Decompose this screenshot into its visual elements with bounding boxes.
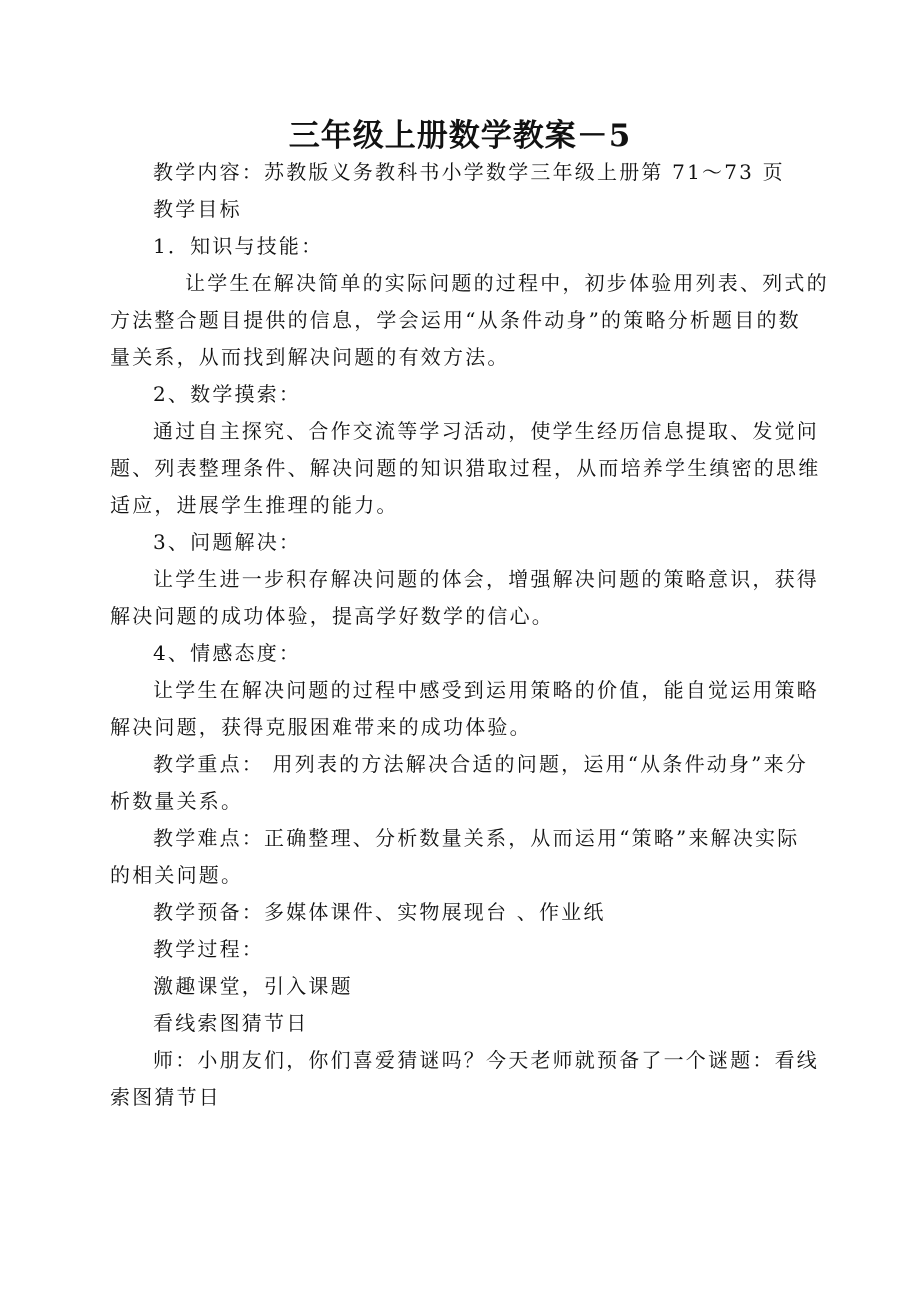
difficulties-line: 的相关问题。 [110,863,244,887]
section-3-text-line: 解决问题的成功体验，提高学好数学的信心。 [110,604,554,628]
section-2-text-line: 通过自主探究、合作交流等学习活动，使学生经历信息提取、发觉问 [153,419,819,443]
section-2-text-line: 适应，进展学生推理的能力。 [110,493,399,517]
section-4-text-line: 解决问题，获得克服困难带来的成功体验。 [110,715,532,739]
teacher-line: 师：小朋友们，你们喜爱猜谜吗？今天老师就预备了一个谜题：看线 [153,1048,819,1072]
section-4-heading: 4、情感态度： [153,641,302,665]
objectives-heading: 教学目标 [153,197,242,221]
section-2-heading: 2、数学摸索： [153,382,302,406]
section-4-text-line: 让学生在解决问题的过程中感受到运用策略的价值，能自觉运用策略 [153,678,819,702]
section-1-text-line: 方法整合题目提供的信息，学会运用“从条件动身”的策略分析题目的数 [110,308,801,332]
intro-line: 激趣课堂，引入课题 [153,974,353,998]
difficulties-line: 教学难点：正确整理、分析数量关系，从而运用“策略”来解决实际 [153,826,800,850]
key-points-line: 教学重点： 用列表的方法解决合适的问题，运用“从条件动身”来分 [153,752,809,776]
section-1-text-line: 量关系，从而找到解决问题的有效方法。 [110,345,510,369]
key-points-line: 析数量关系。 [110,789,244,813]
teacher-line: 索图猜节日 [110,1085,221,1109]
section-2-text-line: 题、列表整理条件、解决问题的知识猎取过程，从而培养学生缜密的思维 [110,456,821,480]
document-title: 三年级上册数学教案－5 [288,118,632,154]
teaching-content-line: 教学内容：苏教版义务教科书小学数学三年级上册第 71～73 页 [153,160,785,184]
section-1-heading: 1．知识与技能： [153,234,324,258]
section-3-text-line: 让学生进一步积存解决问题的体会，增强解决问题的策略意识，获得 [153,567,819,591]
section-3-heading: 3、问题解决： [153,530,302,554]
section-1-text-line: 让学生在解决简单的实际问题的过程中，初步体验用列表、列式的 [185,271,829,295]
process-heading: 教学过程： [153,937,264,961]
preparation-line: 教学预备：多媒体课件、实物展现台 、作业纸 [153,900,606,924]
guess-festival-line: 看线索图猜节日 [153,1011,309,1035]
